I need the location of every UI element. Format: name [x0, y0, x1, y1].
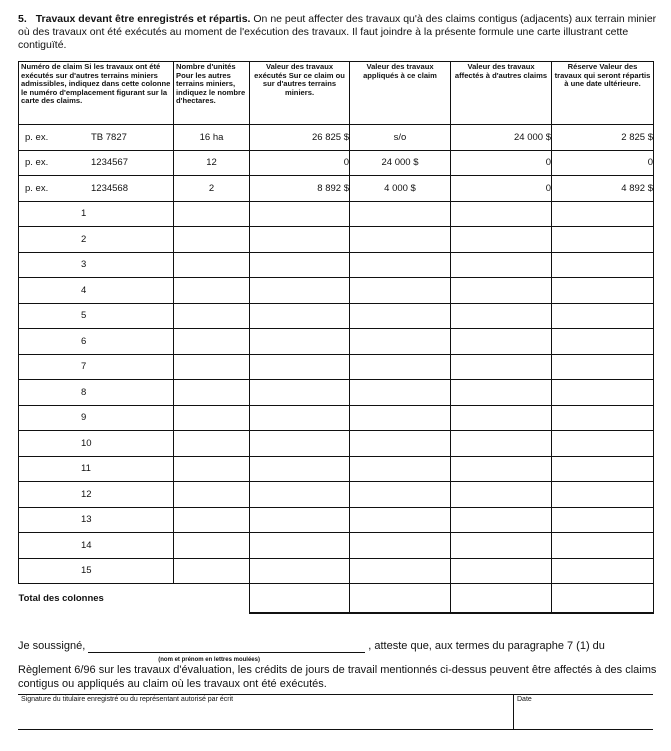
row-applied-cell[interactable]	[350, 533, 451, 559]
row-claim-cell[interactable]	[19, 227, 174, 253]
row-assigned-cell[interactable]	[451, 227, 552, 253]
total-work-value[interactable]	[250, 584, 350, 614]
row-reserve-cell[interactable]	[552, 201, 654, 227]
attestation-suffix: , atteste que, aux termes du paragraphe 7 (1) du	[368, 640, 605, 652]
row-assigned-cell[interactable]	[451, 482, 552, 508]
row-reserve-cell[interactable]	[552, 252, 654, 278]
example-claim-number: TB 7827	[91, 131, 127, 143]
row-number: 3	[81, 259, 87, 271]
table-row	[19, 303, 654, 329]
example-units: 12	[174, 150, 250, 176]
row-claim-cell[interactable]	[19, 431, 174, 457]
row-reserve-cell[interactable]	[552, 303, 654, 329]
header-reserve: Réserve Valeur des travaux qui seront répartis à une date ultérieure.	[552, 62, 654, 125]
row-claim-cell[interactable]	[19, 252, 174, 278]
example-claim-number: 1234567	[91, 157, 128, 169]
example-label: p. ex.	[25, 182, 49, 194]
row-units-cell[interactable]	[174, 507, 250, 533]
row-work-value-cell[interactable]	[250, 303, 350, 329]
row-reserve-cell[interactable]	[552, 558, 654, 584]
row-number: 8	[81, 386, 87, 398]
row-assigned-cell[interactable]	[451, 380, 552, 406]
section-5	[18, 13, 658, 52]
row-assigned-cell[interactable]	[451, 201, 552, 227]
example-work-value: 26 825 $	[250, 125, 350, 151]
row-assigned-cell[interactable]	[451, 354, 552, 380]
row-applied-cell[interactable]	[350, 431, 451, 457]
table-row	[19, 405, 654, 431]
table-row	[19, 533, 654, 559]
example-claim-number: 1234568	[91, 182, 128, 194]
header-assigned-value: Valeur des travaux affectés à d'autres claims	[451, 62, 552, 125]
row-applied-cell[interactable]	[350, 558, 451, 584]
example-reserve: 4 892 $	[552, 176, 654, 202]
row-number: 12	[81, 488, 92, 500]
row-units-cell[interactable]	[174, 278, 250, 304]
row-reserve-cell[interactable]	[552, 431, 654, 457]
header-work-value: Valeur des travaux exécutés Sur ce claim ou sur d'autres terrains miniers.	[250, 62, 350, 125]
table-row	[19, 329, 654, 355]
example-claim-cell	[19, 125, 174, 151]
table-row	[19, 252, 654, 278]
example-work-value: 0	[250, 150, 350, 176]
row-reserve-cell[interactable]	[552, 354, 654, 380]
header-claim-number: Numéro de claim Si les travaux ont été exécutés sur d'autres terrains miniers admissibles, indiquez dans cette colonne le numéro d'emplacement figurant sur la carte des claims.	[19, 62, 174, 125]
date-label: Date	[517, 696, 532, 703]
example-applied-value: s/o	[350, 125, 451, 151]
table-row	[19, 201, 654, 227]
table-row	[19, 507, 654, 533]
total-row	[19, 584, 654, 614]
signature-label: Signature du titulaire enregistré ou du représentant autorisé par écrit	[21, 696, 234, 703]
row-units-cell[interactable]	[174, 354, 250, 380]
table-row	[19, 482, 654, 508]
row-assigned-cell[interactable]	[451, 252, 552, 278]
row-work-value-cell[interactable]	[250, 252, 350, 278]
table-row	[19, 380, 654, 406]
row-assigned-cell[interactable]	[451, 456, 552, 482]
row-work-value-cell[interactable]	[250, 482, 350, 508]
row-applied-cell[interactable]	[350, 201, 451, 227]
row-reserve-cell[interactable]	[552, 227, 654, 253]
row-units-cell[interactable]	[174, 456, 250, 482]
header-applied-value: Valeur des travaux appliqués à ce claim	[350, 62, 451, 125]
row-applied-cell[interactable]	[350, 278, 451, 304]
example-units: 2	[174, 176, 250, 202]
attestation-prefix: Je soussigné,	[18, 640, 86, 652]
total-reserve[interactable]	[552, 584, 654, 614]
example-units: 16 ha	[174, 125, 250, 151]
table-row	[19, 431, 654, 457]
total-label: Total des colonnes	[18, 593, 104, 604]
table-row	[19, 354, 654, 380]
row-number: 10	[81, 437, 92, 449]
row-claim-cell[interactable]	[19, 558, 174, 584]
row-claim-cell[interactable]	[19, 482, 174, 508]
row-applied-cell[interactable]	[350, 507, 451, 533]
row-reserve-cell[interactable]	[552, 405, 654, 431]
row-work-value-cell[interactable]	[250, 431, 350, 457]
row-claim-cell[interactable]	[19, 201, 174, 227]
section-number: 5.	[18, 13, 27, 25]
row-assigned-cell[interactable]	[451, 507, 552, 533]
row-units-cell[interactable]	[174, 201, 250, 227]
table-row	[19, 278, 654, 304]
row-units-cell[interactable]	[174, 380, 250, 406]
table-row	[19, 456, 654, 482]
row-reserve-cell[interactable]	[552, 456, 654, 482]
row-units-cell[interactable]	[174, 533, 250, 559]
row-reserve-cell[interactable]	[552, 329, 654, 355]
row-claim-cell[interactable]	[19, 303, 174, 329]
name-field[interactable]	[88, 642, 365, 663]
row-assigned-cell[interactable]	[451, 329, 552, 355]
row-claim-cell[interactable]	[19, 380, 174, 406]
date-field[interactable]	[514, 695, 653, 729]
section-instructions: On ne peut affecter des travaux qu'à des claims contigus (adjacents) aux terrain minier où des travaux ont été exécutés au moment de l'exécution des travaux. Il faut joindre à la présente formule une carte illustrant cette contiguïté.	[18, 13, 657, 51]
row-applied-cell[interactable]	[350, 252, 451, 278]
row-number: 5	[81, 310, 87, 322]
row-work-value-cell[interactable]	[250, 278, 350, 304]
row-units-cell[interactable]	[174, 303, 250, 329]
row-work-value-cell[interactable]	[250, 329, 350, 355]
row-work-value-cell[interactable]	[250, 405, 350, 431]
row-assigned-cell[interactable]	[451, 431, 552, 457]
row-reserve-cell[interactable]	[552, 533, 654, 559]
example-assigned-value: 24 000 $	[451, 125, 552, 151]
row-units-cell[interactable]	[174, 558, 250, 584]
example-applied-value: 4 000 $	[350, 176, 451, 202]
row-number: 15	[81, 565, 92, 577]
row-number: 14	[81, 539, 92, 551]
row-number: 1	[81, 208, 87, 220]
total-assigned[interactable]	[451, 584, 552, 614]
row-applied-cell[interactable]	[350, 329, 451, 355]
example-applied-value: 24 000 $	[350, 150, 451, 176]
example-row	[19, 125, 654, 151]
row-work-value-cell[interactable]	[250, 507, 350, 533]
example-row	[19, 150, 654, 176]
row-work-value-cell[interactable]	[250, 380, 350, 406]
row-claim-cell[interactable]	[19, 329, 174, 355]
row-units-cell[interactable]	[174, 405, 250, 431]
row-reserve-cell[interactable]	[552, 278, 654, 304]
row-work-value-cell[interactable]	[250, 201, 350, 227]
row-claim-cell[interactable]	[19, 507, 174, 533]
row-number: 13	[81, 514, 92, 526]
example-claim-cell	[19, 150, 174, 176]
row-reserve-cell[interactable]	[552, 482, 654, 508]
row-units-cell[interactable]	[174, 252, 250, 278]
row-units-cell[interactable]	[174, 329, 250, 355]
total-applied[interactable]	[350, 584, 451, 614]
row-applied-cell[interactable]	[350, 482, 451, 508]
signature-box	[18, 694, 653, 730]
row-number: 9	[81, 412, 87, 424]
row-claim-cell[interactable]	[19, 354, 174, 380]
example-claim-cell	[19, 176, 174, 202]
row-number: 7	[81, 361, 87, 373]
row-applied-cell[interactable]	[350, 456, 451, 482]
row-work-value-cell[interactable]	[250, 354, 350, 380]
row-claim-cell[interactable]	[19, 278, 174, 304]
row-work-value-cell[interactable]	[250, 558, 350, 584]
example-reserve: 0	[552, 150, 654, 176]
row-applied-cell[interactable]	[350, 354, 451, 380]
example-row	[19, 176, 654, 202]
row-work-value-cell[interactable]	[250, 227, 350, 253]
row-applied-cell[interactable]	[350, 405, 451, 431]
row-claim-cell[interactable]	[19, 456, 174, 482]
example-assigned-value: 0	[451, 150, 552, 176]
row-assigned-cell[interactable]	[451, 558, 552, 584]
example-label: p. ex.	[25, 157, 49, 169]
row-claim-cell[interactable]	[19, 533, 174, 559]
name-field-hint: (nom et prénom en lettres moulées)	[158, 657, 260, 663]
row-applied-cell[interactable]	[350, 303, 451, 329]
example-assigned-value: 0	[451, 176, 552, 202]
row-assigned-cell[interactable]	[451, 278, 552, 304]
row-reserve-cell[interactable]	[552, 507, 654, 533]
row-work-value-cell[interactable]	[250, 533, 350, 559]
row-assigned-cell[interactable]	[451, 303, 552, 329]
total-spacer	[174, 584, 250, 614]
row-applied-cell[interactable]	[350, 227, 451, 253]
row-applied-cell[interactable]	[350, 380, 451, 406]
row-number: 4	[81, 284, 87, 296]
row-assigned-cell[interactable]	[451, 405, 552, 431]
table-row	[19, 558, 654, 584]
attestation-text: Règlement 6/96 sur les travaux d'évaluation, les crédits de jours de travail mentionnés ci-dessus peuvent être affectés à des claims contigus ou appliqués au claim où les travaux ont été exécutés.	[18, 664, 657, 690]
example-work-value: 8 892 $	[250, 176, 350, 202]
work-distribution-table	[18, 61, 654, 614]
table-row	[19, 227, 654, 253]
signature-field[interactable]	[18, 695, 514, 729]
example-label: p. ex.	[25, 131, 49, 143]
row-number: 2	[81, 233, 87, 245]
attestation	[18, 639, 658, 691]
row-assigned-cell[interactable]	[451, 533, 552, 559]
header-units: Nombre d'unités Pour les autres terrains miniers, indiquez le nombre d'hectares.	[174, 62, 250, 125]
example-reserve: 2 825 $	[552, 125, 654, 151]
row-work-value-cell[interactable]	[250, 456, 350, 482]
row-units-cell[interactable]	[174, 482, 250, 508]
row-number: 6	[81, 335, 87, 347]
row-claim-cell[interactable]	[19, 405, 174, 431]
row-reserve-cell[interactable]	[552, 380, 654, 406]
section-title: Travaux devant être enregistrés et répartis.	[35, 13, 251, 25]
row-units-cell[interactable]	[174, 431, 250, 457]
row-units-cell[interactable]	[174, 227, 250, 253]
table-header-row	[19, 62, 654, 125]
row-number: 11	[81, 463, 91, 475]
